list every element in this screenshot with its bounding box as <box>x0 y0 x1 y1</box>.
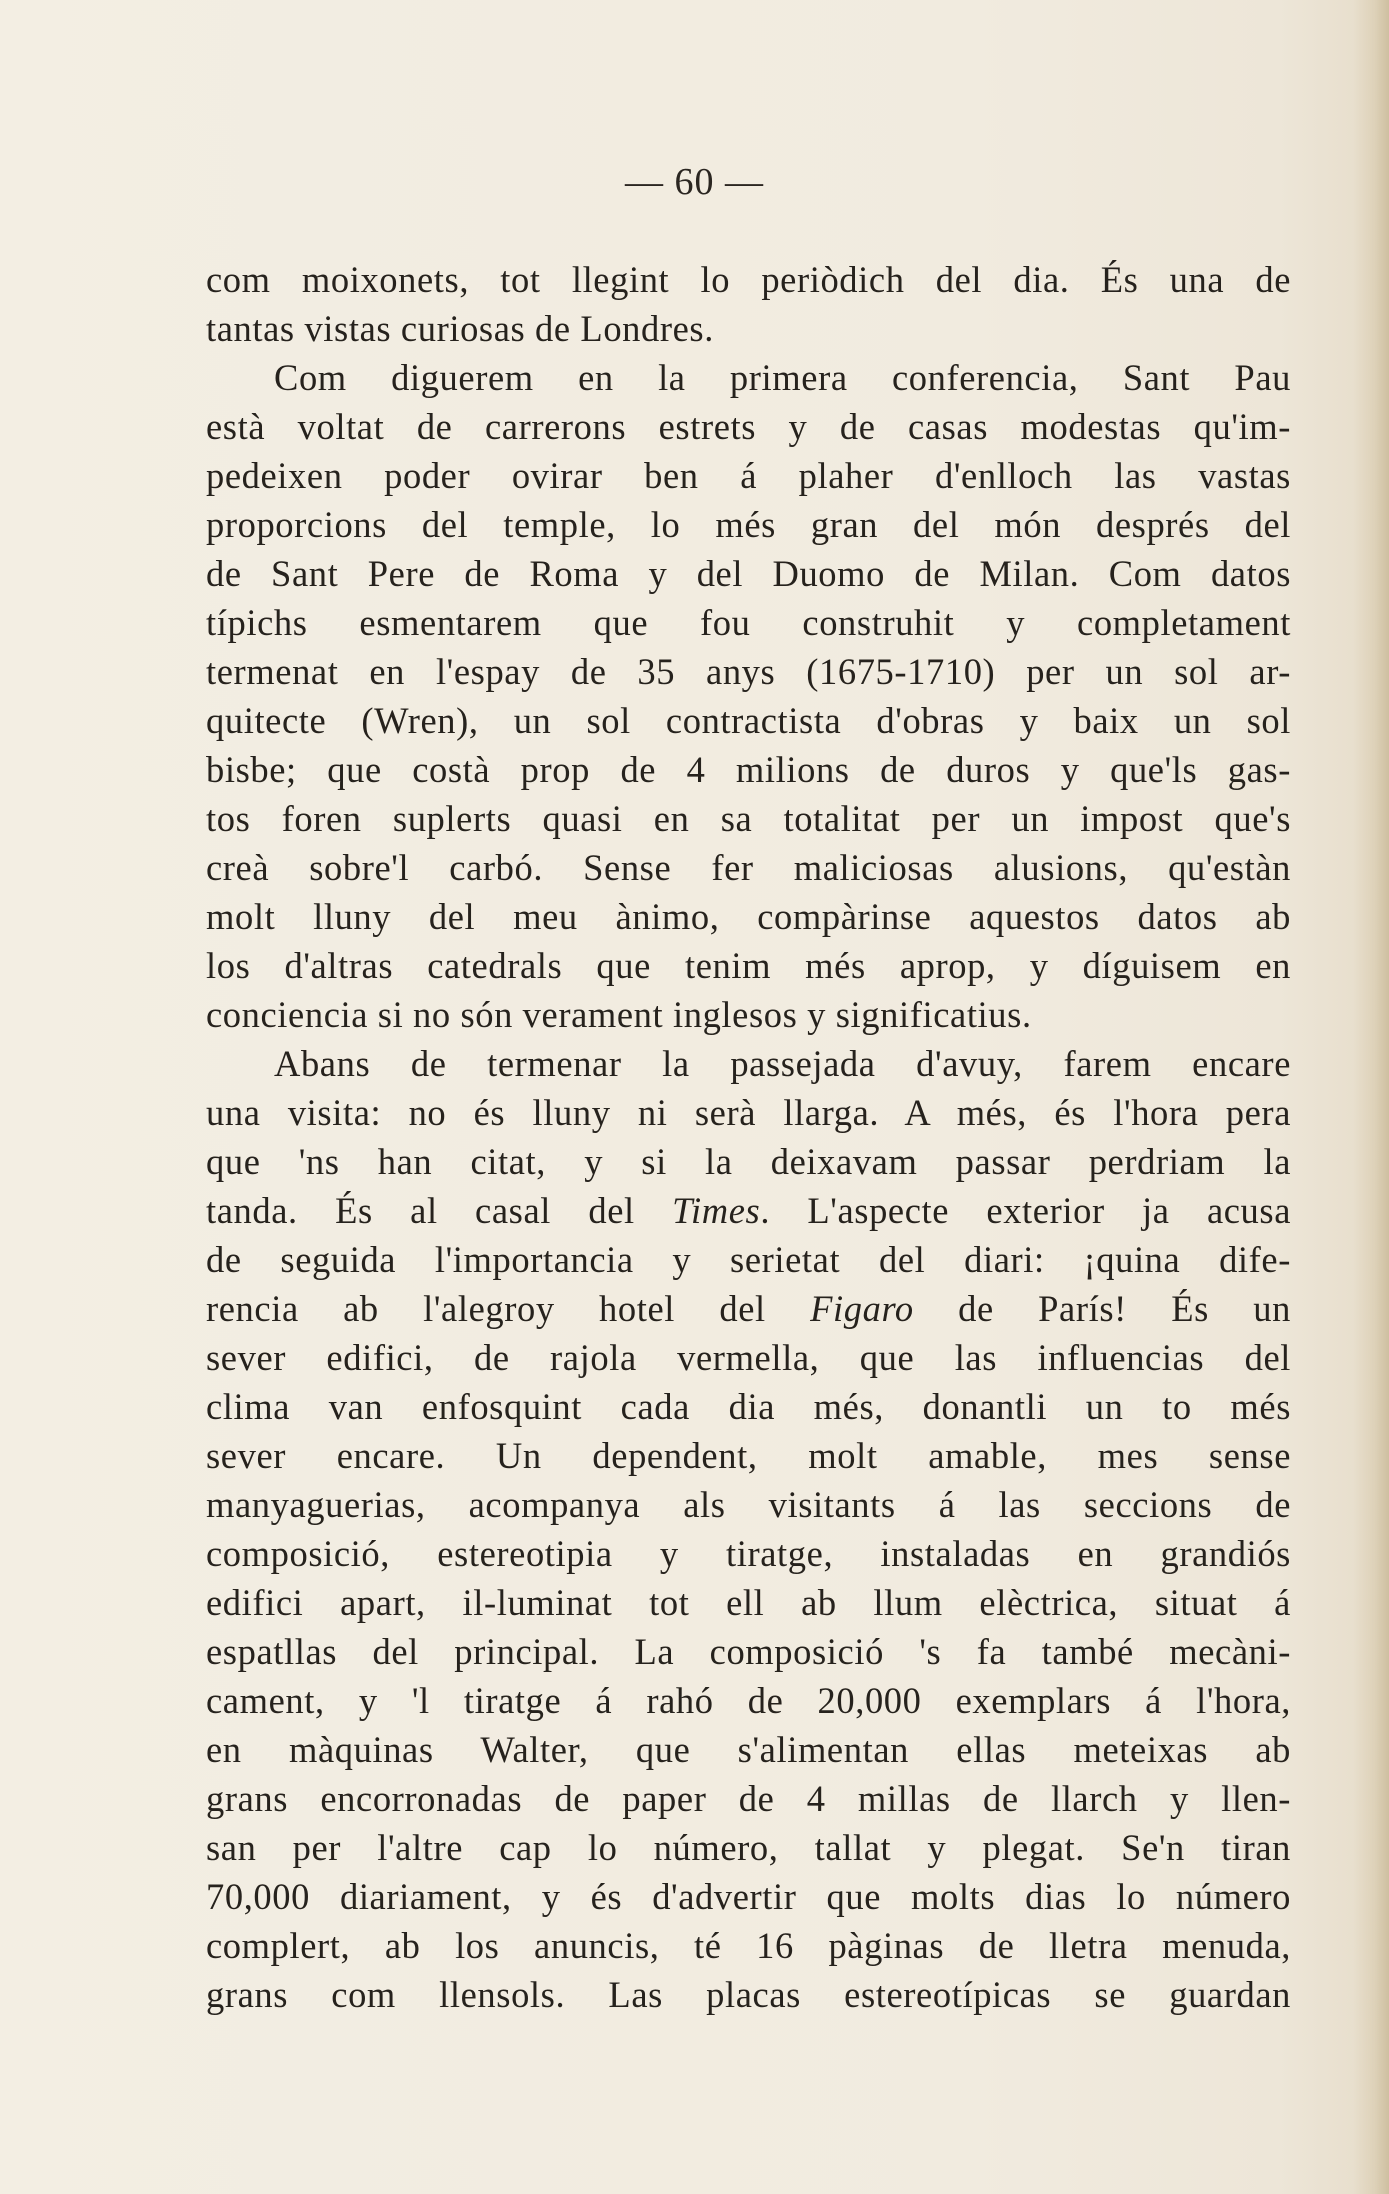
page-number: — 60 — <box>625 161 764 203</box>
text-line: complert, ab los anuncis, té 16 pàginas de lletra menuda, <box>206 1925 1291 1966</box>
text-line <box>206 1186 1291 1235</box>
text-line: 70,000 diariament, y és d'advertir que molts dias lo número <box>206 1876 1291 1917</box>
text-line: edifici apart, il-luminat tot ell ab llum elèctrica, situat á <box>206 1582 1291 1623</box>
text-line: tos foren suplerts quasi en sa totalitat per un impost que's <box>206 798 1291 839</box>
text-line: grans encorronadas de paper de 4 millas de llarch y llen- <box>206 1778 1291 1819</box>
text-line: de Sant Pere de Roma y del Duomo de Milan. Com datos <box>206 553 1291 594</box>
text-line: composició, estereotipia y tiratge, instaladas en grandiós <box>206 1533 1291 1574</box>
text-line: bisbe; que costà prop de 4 milions de duros y que'ls gas- <box>206 749 1291 790</box>
text-line: pedeixen poder ovirar ben á plaher d'enlloch las vastas <box>206 455 1291 496</box>
text-line: com moixonets, tot llegint lo periòdich del dia. És una de <box>206 259 1291 300</box>
text-line: sever edifici, de rajola vermella, que las influencias del <box>206 1337 1291 1378</box>
body-text <box>206 255 1291 2019</box>
text-line: espatllas del principal. La composició 's fa també mecàni- <box>206 1631 1291 1672</box>
text-line: proporcions del temple, lo més gran del món després del <box>206 504 1291 545</box>
text-line: molt lluny del meu ànimo, compàrinse aquestos datos ab <box>206 896 1291 937</box>
text-line: manyaguerias, acompanya als visitants á las seccions de <box>206 1484 1291 1525</box>
text-line: típichs esmentarem que fou construhit y completament <box>206 602 1291 643</box>
text-line: creà sobre'l carbó. Sense fer maliciosas alusions, qu'estàn <box>206 847 1291 888</box>
newspaper-title: Times <box>672 1190 761 1231</box>
text-line: que 'ns han citat, y si la deixavam passar perdriam la <box>206 1141 1291 1182</box>
text-line: san per l'altre cap lo número, tallat y plegat. Se'n tiran <box>206 1827 1291 1868</box>
page-edge-shadow <box>1353 0 1389 2194</box>
text-line: una visita: no és lluny ni serà llarga. A més, és l'hora pera <box>206 1092 1291 1133</box>
text-fragment: tanda. És al casal del <box>206 1190 673 1231</box>
text-line: Abans de termenar la passejada d'avuy, farem encare <box>274 1043 1291 1084</box>
text-line: sever encare. Un dependent, molt amable, mes sense <box>206 1435 1291 1476</box>
text-fragment: de París! És un <box>913 1288 1291 1329</box>
text-line: en màquinas Walter, que s'alimentan ellas meteixas ab <box>206 1729 1291 1770</box>
text-line: de seguida l'importancia y serietat del diari: ¡quina dife- <box>206 1239 1291 1280</box>
text-fragment: rencia ab l'alegroy hotel del <box>206 1288 811 1329</box>
text-line: quitecte (Wren), un sol contractista d'obras y baix un sol <box>206 700 1291 741</box>
text-line: conciencia si no són verament inglesos y significatius. <box>206 994 1032 1035</box>
text-line: termenat en l'espay de 35 anys (1675-1710) per un sol ar- <box>206 651 1291 692</box>
text-line: los d'altras catedrals que tenim més aprop, y díguisem en <box>206 945 1291 986</box>
text-line: està voltat de carrerons estrets y de casas modestas qu'im- <box>206 406 1291 447</box>
text-line <box>206 1284 1291 1333</box>
newspaper-title: Figaro <box>810 1288 914 1329</box>
text-line: Com diguerem en la primera conferencia, Sant Pau <box>274 357 1291 398</box>
text-fragment: . L'aspecte exterior ja acusa <box>760 1190 1291 1231</box>
text-line: clima van enfosquint cada dia més, donantli un to més <box>206 1386 1291 1427</box>
text-line: cament, y 'l tiratge á rahó de 20,000 exemplars á l'hora, <box>206 1680 1291 1721</box>
text-line: grans com llensols. Las placas estereotípicas se guardan <box>206 1974 1291 2015</box>
text-line: tantas vistas curiosas de Londres. <box>206 308 714 349</box>
